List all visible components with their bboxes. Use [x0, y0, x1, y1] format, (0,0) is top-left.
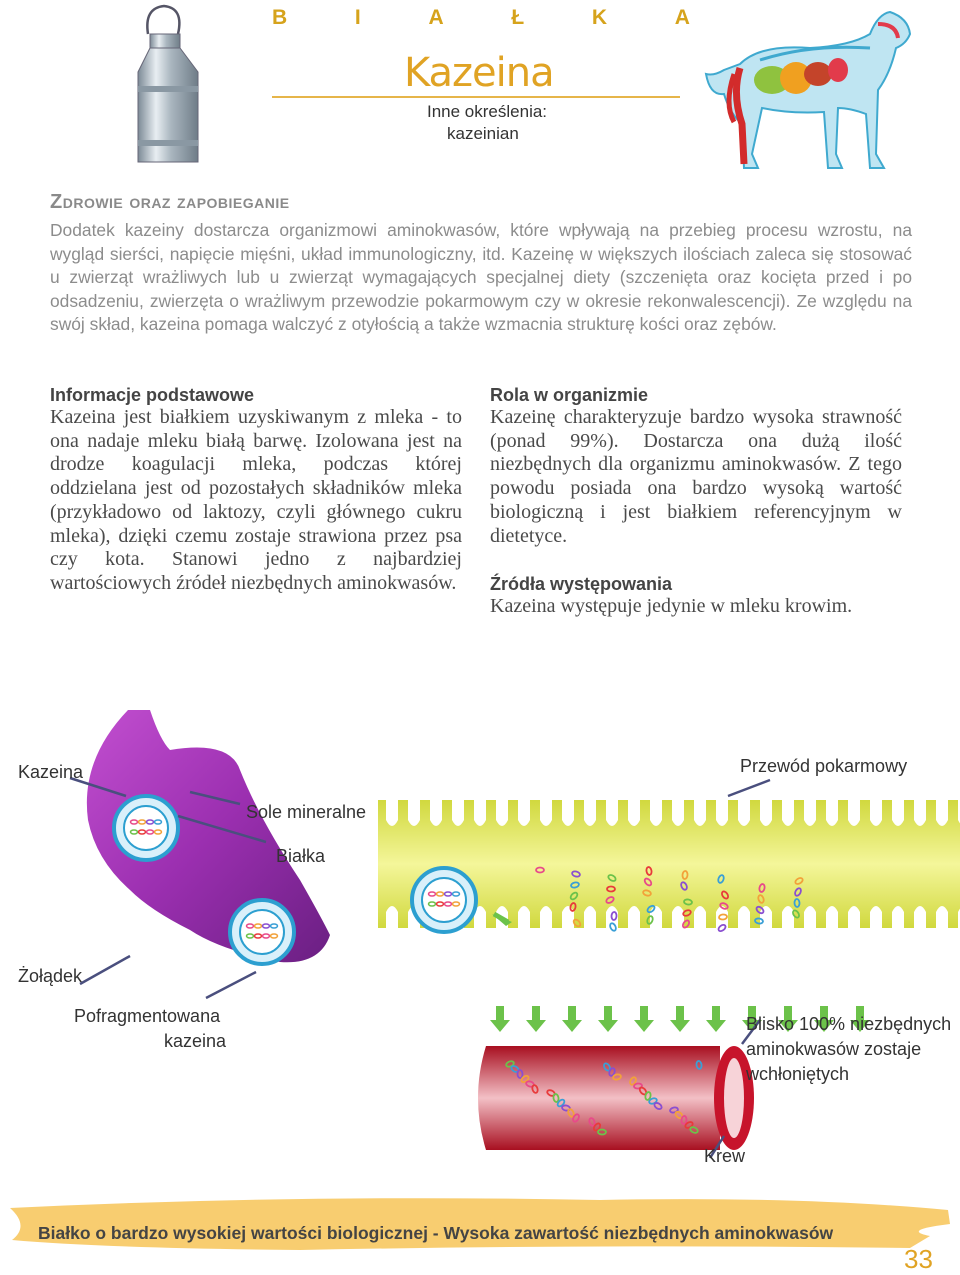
- category-letter: B: [272, 6, 290, 29]
- villus: [606, 800, 618, 826]
- alt-names-value: kazeinian: [447, 124, 519, 143]
- villus: [892, 800, 904, 826]
- digestion-diagram: [0, 700, 960, 1190]
- page-title: Kazeina: [404, 50, 554, 96]
- villus: [408, 800, 420, 826]
- dog-anatomy-illustration: [700, 4, 914, 174]
- villus: [870, 906, 882, 928]
- label-sole-mineralne: Sole mineralne: [246, 802, 367, 822]
- role-heading: Rola w organizmie: [490, 385, 649, 405]
- blood-vessel: [478, 1046, 754, 1150]
- absorption-arrow: [496, 1006, 504, 1020]
- villus: [518, 800, 530, 826]
- casein-micelle: [230, 900, 294, 964]
- villus: [540, 906, 552, 928]
- page-number: 33: [904, 1244, 933, 1274]
- health-paragraph: Dodatek kazeiny dostarcza organizmowi aminokwasów, które wpływają na przebieg procesu wzrostu, na wygląd sierści, napięcie mięśni, układ immunologiczny, itd. Kazeinę w większych ilościach zaleca się stosować u zwierząt wrażliwych lub u zwierząt wymagających specjalnej diety (szczenięta oraz kocięta przed i po odsadzeniu, zwierzęta o wrażliwym przewodzie pokarmowym czy w okresie rekonwalescencji). Ze względu na swój skład, kazeina pomaga walczyć z otyłością a także wzmacnia strukturę kości oraz zębów.: [50, 220, 912, 334]
- villus: [496, 800, 508, 826]
- villus: [936, 906, 948, 928]
- sources-section: [490, 574, 902, 619]
- villus: [914, 906, 926, 928]
- label-blisko-2: aminokwasów zostaje: [746, 1039, 922, 1059]
- category-letter: I: [354, 6, 363, 29]
- label-krew: Krew: [704, 1146, 746, 1166]
- alt-names-label: Inne określenia:: [427, 102, 548, 121]
- villus: [694, 906, 706, 928]
- label-kazeina: Kazeina: [18, 762, 84, 782]
- label-bialka: Białka: [276, 846, 326, 866]
- casein-micelle: [114, 796, 178, 860]
- villus: [474, 800, 486, 826]
- villus: [716, 800, 728, 826]
- label-blisko-3: wchłoniętych: [746, 1064, 850, 1084]
- villus: [386, 906, 398, 928]
- villus: [782, 906, 794, 928]
- absorption-arrow-head: [598, 1020, 618, 1032]
- absorption-arrow: [604, 1006, 612, 1020]
- villus: [936, 800, 948, 826]
- basic-info-heading: Informacje podstawowe: [50, 385, 255, 405]
- category-letter: K: [591, 6, 610, 29]
- villus: [892, 906, 904, 928]
- absorption-arrow: [640, 1006, 648, 1020]
- villus: [628, 800, 640, 826]
- villus: [694, 800, 706, 826]
- villus: [672, 800, 684, 826]
- label-blisko-1: Blisko 100% niezbędnych: [746, 1014, 952, 1034]
- villus: [562, 800, 574, 826]
- milk-can-illustration: [128, 2, 210, 168]
- villus: [386, 800, 398, 826]
- villus: [826, 800, 838, 826]
- villus: [738, 906, 750, 928]
- absorption-arrow-head: [634, 1020, 654, 1032]
- absorption-arrow: [532, 1006, 540, 1020]
- villus: [562, 906, 574, 928]
- villus: [430, 800, 442, 826]
- villus: [584, 906, 596, 928]
- sources-heading: Źródła występowania: [490, 574, 673, 594]
- villus: [540, 800, 552, 826]
- sources-paragraph: Kazeina występuje jedynie w mleku krowim.: [490, 595, 853, 617]
- role-section: [490, 385, 902, 548]
- health-heading: Zdrowie oraz zapobieganie: [50, 191, 290, 213]
- absorption-arrow-head: [670, 1020, 690, 1032]
- villus: [650, 800, 662, 826]
- villus: [848, 800, 860, 826]
- category-letter: A: [428, 6, 446, 29]
- villus: [452, 800, 464, 826]
- label-zoladek: Żołądek: [18, 966, 83, 986]
- absorption-arrow-head: [562, 1020, 582, 1032]
- absorption-arrow-head: [490, 1020, 510, 1032]
- villus: [826, 906, 838, 928]
- absorption-arrow: [712, 1006, 720, 1020]
- villus: [760, 800, 772, 826]
- role-paragraph: Kazeinę charakteryzuje bardzo wysoka strawność (ponad 99%). Dostarcza ona dużą ilość niezbędnych dla organizmu aminokwasów. Z tego powodu posiada ona bardzo wysoką wartość biologiczną i jest białkiem referencyjnym w dietetyce.: [490, 406, 902, 547]
- label-pofragmentowana-kazeina: kazeina: [164, 1031, 227, 1051]
- villus: [870, 800, 882, 826]
- absorption-arrow-head: [526, 1020, 546, 1032]
- label-przewod-pokarmowy: Przewód pokarmowy: [740, 756, 908, 776]
- label-pofragmentowana: Pofragmentowana: [74, 1006, 221, 1026]
- villus: [804, 906, 816, 928]
- category-letter: A: [674, 6, 692, 29]
- villus: [738, 800, 750, 826]
- villus: [584, 800, 596, 826]
- villus: [628, 906, 640, 928]
- category-letter: Ł: [511, 6, 527, 29]
- absorption-arrow: [568, 1006, 576, 1020]
- villus: [914, 800, 926, 826]
- villus: [804, 800, 816, 826]
- absorption-arrow-head: [706, 1020, 726, 1032]
- casein-micelle: [412, 868, 476, 932]
- basic-info-paragraph: Kazeina jest białkiem uzyskiwanym z mleka - to ona nadaje mleku białą barwę. Izolowana jest na drodze koagulacji mleka, podczas której oddzielana jest od pozostałych składników mleka (przykładowo od laktozy, czyli głównego cukru mleka), dzięki czemu zostaje strawiona przez psa czy kota. Stanowi jedno z najbardziej wartościowych źródeł niezbędnych aminokwasów.: [50, 406, 462, 594]
- absorption-arrow: [676, 1006, 684, 1020]
- basic-info-section: [50, 385, 462, 596]
- title-divider: [272, 96, 680, 98]
- villus: [518, 906, 530, 928]
- villus: [782, 800, 794, 826]
- category-title: [272, 6, 692, 30]
- footer-tagline: Białko o bardzo wysokiej wartości biologicznej - Wysoka zawartość niezbędnych aminokwasów: [38, 1223, 834, 1243]
- villus: [848, 906, 860, 928]
